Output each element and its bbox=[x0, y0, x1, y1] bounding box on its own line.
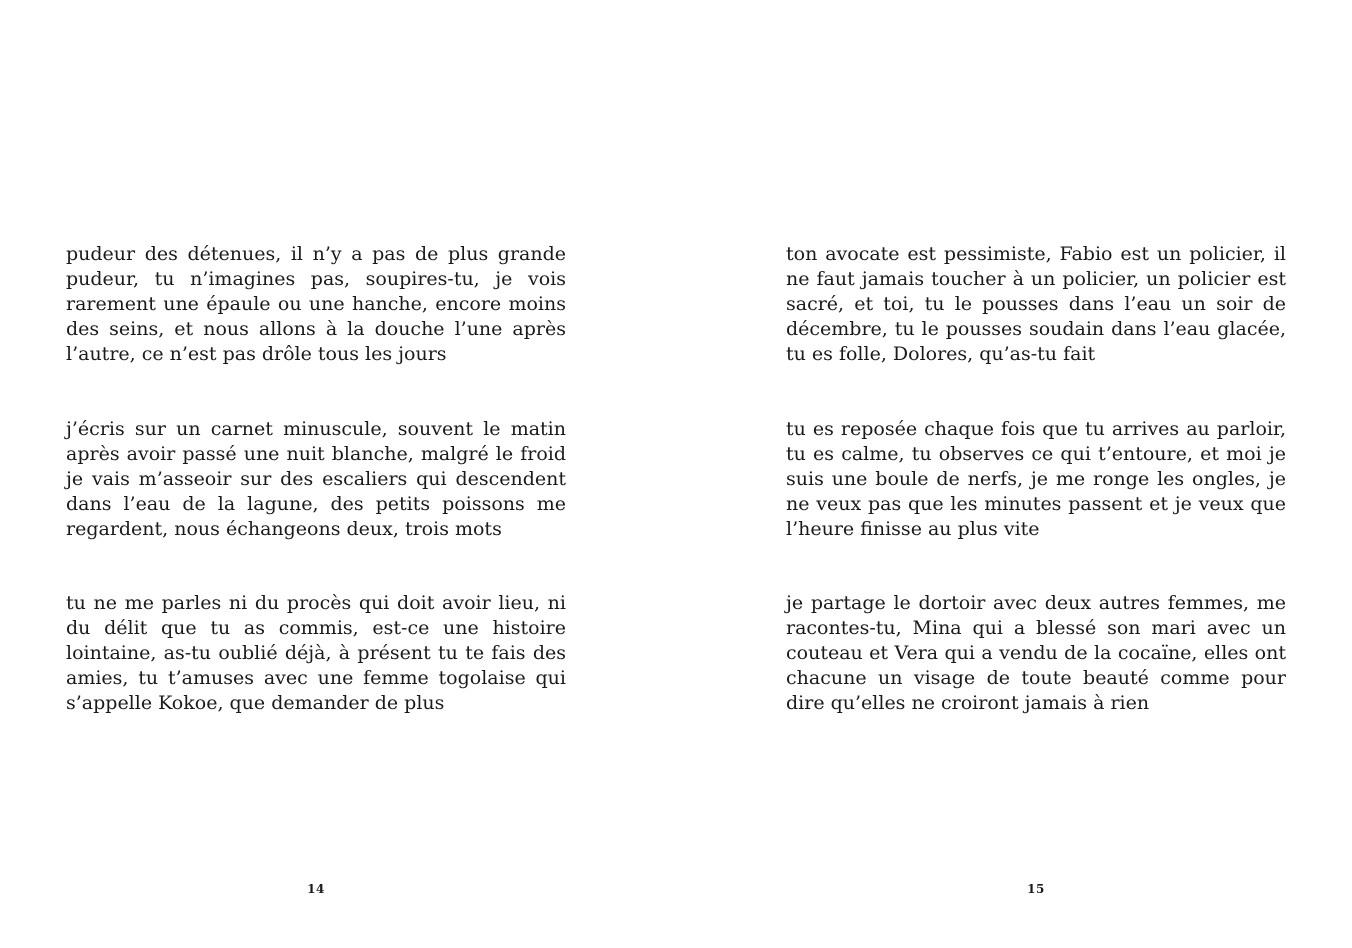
page-number: 14 bbox=[307, 882, 325, 896]
paragraph: j’écris sur un carnet minuscule, souvent le matin après avoir passé une nuit blanche, malgré le froid je vais m’asseoir sur des escaliers qui descendent dans l’eau de la lagune, des petits poissons me regardent, nous échangeons deux, trois mots bbox=[66, 418, 566, 540]
paragraph: pudeur des détenues, il n’y a pas de plus grande pudeur, tu n’imagines pas, soupires-tu, je vois rarement une épaule ou une hanche, encore moins des seins, et nous allons à la douche l’une après l’autre, ce n’est pas drôle tous les jours bbox=[66, 243, 566, 365]
paragraph: ton avocate est pessimiste, Fabio est un policier, il ne faut jamais toucher à un policier, un policier est sacré, et toi, tu le pousses dans l’eau un soir de décembre, tu le pousses soudain dans l’eau glacée, tu es folle, Dolores, qu’as-tu fait bbox=[786, 243, 1286, 365]
paragraph: tu ne me parles ni du procès qui doit avoir lieu, ni du délit que tu as commis, est-ce une histoire lointaine, as-tu oublié déjà, à présent tu te fais des amies, tu t’amuses avec une femme togolaise qui s’appelle Kokoe, que demander de plus bbox=[66, 592, 566, 714]
right-page bbox=[676, 0, 1352, 948]
page-number: 15 bbox=[1027, 882, 1045, 896]
paragraph: tu es reposée chaque fois que tu arrives au parloir, tu es calme, tu observes ce qui t’entoure, et moi je suis une boule de nerfs, je me ronge les ongles, je ne veux pas que les minutes passent et je veux que l’heure finisse au plus vite bbox=[786, 418, 1286, 540]
paragraph: je partage le dortoir avec deux autres femmes, me racontes-tu, Mina qui a blessé son mari avec un couteau et Vera qui a vendu de la cocaïne, elles ont chacune un visage de toute beauté comme pour dire qu’elles ne croiront jamais à rien bbox=[786, 592, 1286, 714]
